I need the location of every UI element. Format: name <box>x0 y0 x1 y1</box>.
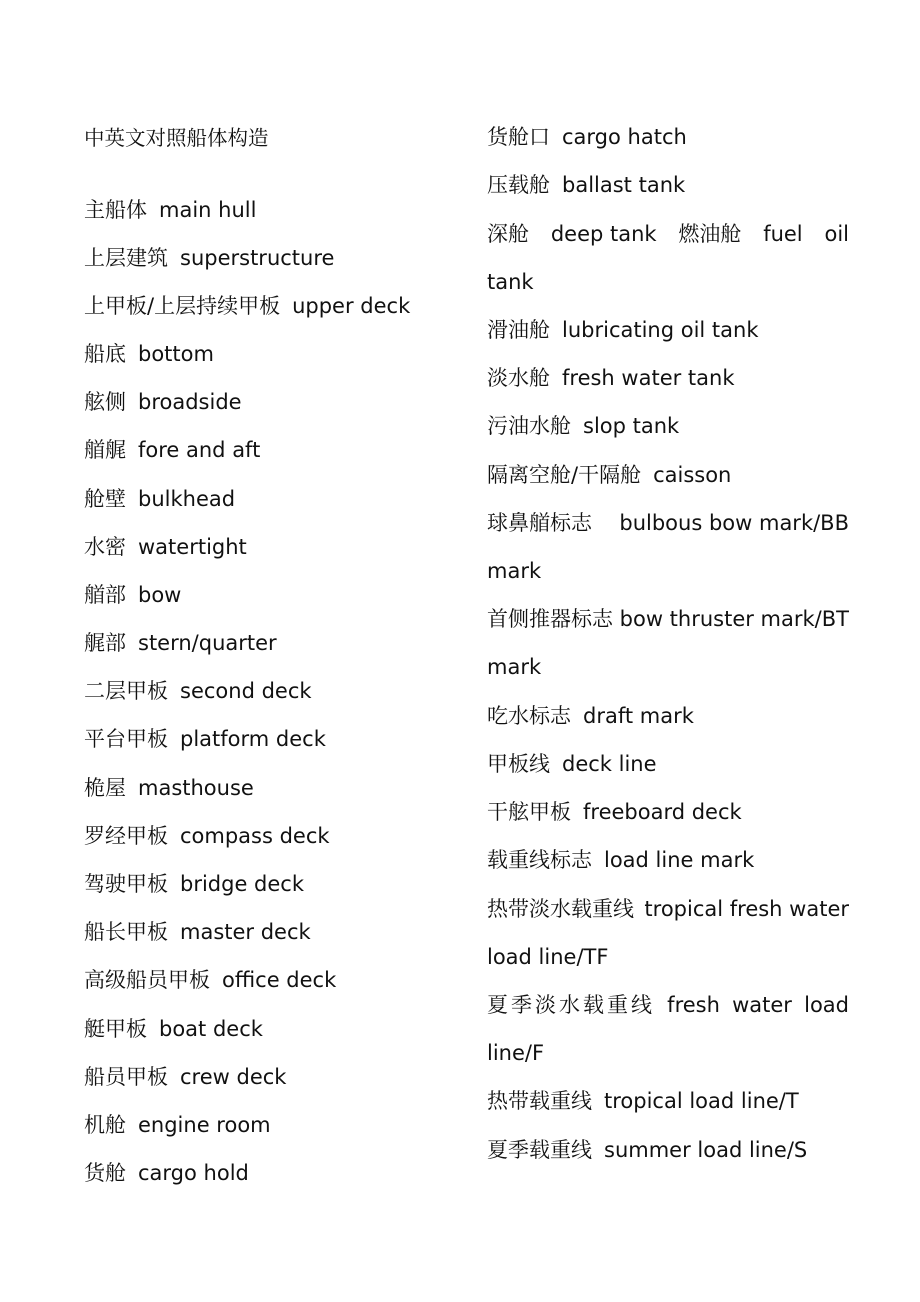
term-chinese: 隔离空舱/干隔舱 <box>487 463 642 487</box>
term-chinese: 上甲板/上层持续甲板 <box>84 294 281 318</box>
term-english: load line mark <box>604 848 755 872</box>
term-chinese: 舷侧 <box>84 390 126 414</box>
term-english: tropical fresh water <box>644 897 849 921</box>
term-row <box>84 1015 263 1043</box>
term-chinese: 吃水标志 <box>487 704 571 728</box>
term-chinese: 夏季载重线 <box>487 1138 592 1162</box>
term-row <box>487 123 687 151</box>
term-row <box>487 412 679 440</box>
term-row <box>84 629 277 657</box>
term-chinese: 热带淡水载重线 <box>487 897 634 921</box>
term-row <box>84 1111 271 1139</box>
term-row-justified <box>487 895 849 923</box>
term-english: bridge deck <box>180 872 305 896</box>
term-row-justified <box>487 605 849 633</box>
term-continuation: mark <box>487 655 542 679</box>
term-english: boat deck <box>159 1017 263 1041</box>
term-chinese: 上层建筑 <box>84 246 168 270</box>
term-continuation: load line/TF <box>487 945 609 969</box>
term-row <box>84 1063 286 1091</box>
term-row <box>84 918 311 946</box>
term-chinese: 艇甲板 <box>84 1017 147 1041</box>
term-row <box>487 461 731 489</box>
term-english: deep tank <box>550 222 657 246</box>
term-row <box>84 340 214 368</box>
term-chinese: 船员甲板 <box>84 1065 168 1089</box>
term-row <box>487 171 685 199</box>
term-english: cargo hold <box>138 1161 249 1185</box>
term-english: bulkhead <box>138 487 236 511</box>
term-row <box>84 533 247 561</box>
term-english: compass deck <box>180 824 330 848</box>
term-row <box>84 292 410 320</box>
term-english: master deck <box>180 920 311 944</box>
term-english: slop tank <box>583 414 680 438</box>
term-chinese: 干舷甲板 <box>487 800 571 824</box>
term-english: bow thruster mark/BT <box>619 607 849 631</box>
term-chinese: 载重线标志 <box>487 848 592 872</box>
term-english: tropical load line/T <box>604 1089 799 1113</box>
term-chinese: 夏季淡水载重线 <box>487 993 655 1017</box>
term-english: watertight <box>138 535 247 559</box>
term-row <box>84 436 260 464</box>
term-continuation: tank <box>487 270 534 294</box>
term-chinese: 主船体 <box>84 198 147 222</box>
term-row <box>487 750 657 778</box>
term-row <box>487 316 759 344</box>
term-chinese: 水密 <box>84 535 126 559</box>
term-english: platform deck <box>180 727 326 751</box>
term-chinese: 驾驶甲板 <box>84 872 168 896</box>
term-english: oil <box>824 222 849 246</box>
term-row <box>84 485 235 513</box>
term-chinese: 滑油舱 <box>487 318 550 342</box>
term-continuation: line/F <box>487 1041 545 1065</box>
term-english: cargo hatch <box>562 125 687 149</box>
term-chinese: 首侧推器标志 <box>487 607 613 631</box>
term-chinese: 球鼻艏标志 <box>487 511 592 535</box>
term-english: draft mark <box>583 704 694 728</box>
term-english: superstructure <box>180 246 335 270</box>
term-english: second deck <box>180 679 312 703</box>
term-chinese: 深舱 <box>487 222 529 246</box>
term-row <box>84 581 181 609</box>
term-chinese: 压载舱 <box>487 173 550 197</box>
term-row <box>84 870 304 898</box>
term-english: bottom <box>138 342 214 366</box>
term-english: main hull <box>159 198 257 222</box>
term-row <box>84 822 330 850</box>
term-chinese: 舱壁 <box>84 487 126 511</box>
term-chinese: 热带载重线 <box>487 1089 592 1113</box>
term-chinese: 桅屋 <box>84 776 126 800</box>
term-row-justified <box>487 991 849 1019</box>
term-row <box>84 244 334 272</box>
term-english: bow <box>138 583 182 607</box>
term-english: engine room <box>138 1113 271 1137</box>
term-chinese: 货舱口 <box>487 125 550 149</box>
term-chinese: 甲板线 <box>487 752 550 776</box>
term-english: crew deck <box>180 1065 287 1089</box>
term-english: fore and aft <box>138 438 261 462</box>
term-row <box>84 774 254 802</box>
term-english: lubricating oil tank <box>562 318 759 342</box>
term-row <box>487 1087 799 1115</box>
term-english: fuel <box>763 222 803 246</box>
term-chinese: 艉部 <box>84 631 126 655</box>
term-chinese: 高级船员甲板 <box>84 968 210 992</box>
document-title: 中英文对照船体构造 <box>84 126 269 150</box>
term-row <box>487 1136 807 1164</box>
term-english: load <box>804 993 849 1017</box>
term-row <box>487 702 694 730</box>
term-chinese: 艏部 <box>84 583 126 607</box>
term-chinese: 燃油舱 <box>678 222 742 246</box>
term-continuation: mark <box>487 559 542 583</box>
term-row <box>84 725 326 753</box>
term-row <box>84 1159 249 1187</box>
term-english: water <box>732 993 792 1017</box>
term-chinese: 平台甲板 <box>84 727 168 751</box>
term-english: ballast tank <box>562 173 686 197</box>
term-row-justified <box>487 220 849 248</box>
term-english: masthouse <box>138 776 254 800</box>
term-chinese: 艏艉 <box>84 438 126 462</box>
term-row <box>84 388 242 416</box>
term-chinese: 淡水舱 <box>487 366 550 390</box>
term-chinese: 船长甲板 <box>84 920 168 944</box>
term-english: freeboard deck <box>583 800 742 824</box>
term-english: summer load line/S <box>604 1138 808 1162</box>
term-row <box>84 966 336 994</box>
term-chinese: 罗经甲板 <box>84 824 168 848</box>
term-chinese: 机舱 <box>84 1113 126 1137</box>
term-english: fresh <box>667 993 720 1017</box>
term-row <box>487 364 735 392</box>
term-row <box>487 846 754 874</box>
term-english: broadside <box>138 390 242 414</box>
term-english: caisson <box>653 463 732 487</box>
term-chinese: 船底 <box>84 342 126 366</box>
term-chinese: 二层甲板 <box>84 679 168 703</box>
term-english: fresh water tank <box>562 366 735 390</box>
term-chinese: 货舱 <box>84 1161 126 1185</box>
term-english: stern/quarter <box>138 631 277 655</box>
term-english: office deck <box>222 968 337 992</box>
term-row <box>84 196 256 224</box>
term-chinese: 污油水舱 <box>487 414 571 438</box>
term-row <box>84 677 312 705</box>
term-english: deck line <box>562 752 657 776</box>
term-english: upper deck <box>292 294 411 318</box>
term-row <box>487 798 742 826</box>
term-english: bulbous bow mark/BB <box>619 511 849 535</box>
term-row-justified <box>487 509 849 537</box>
